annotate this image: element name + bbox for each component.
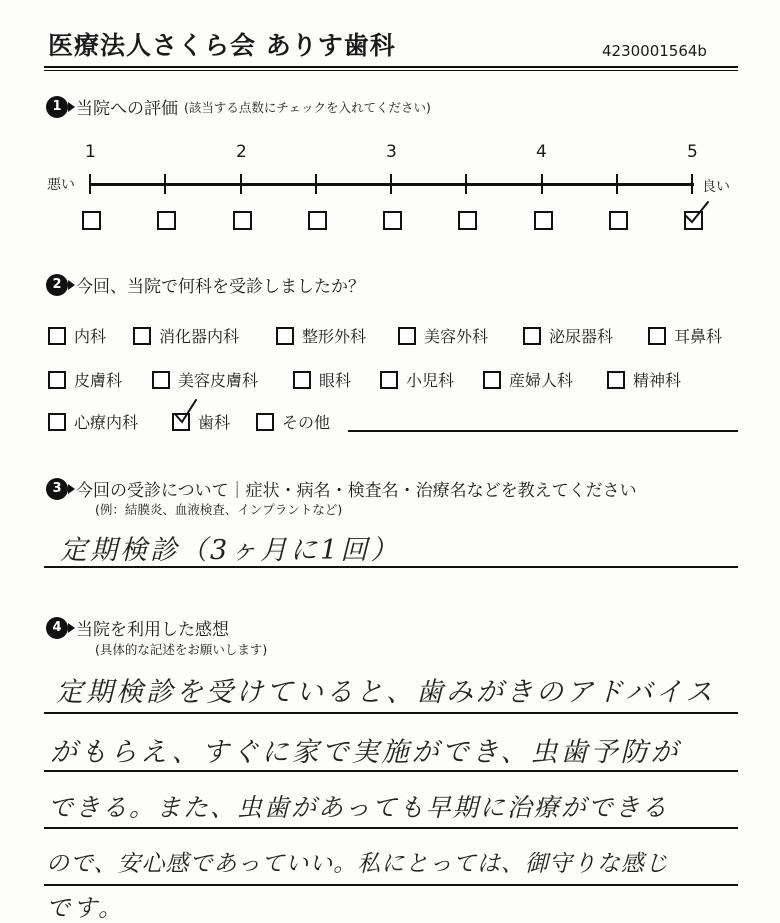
other-write-in-line[interactable] bbox=[348, 430, 738, 432]
option-label: 美容皮膚科 bbox=[178, 371, 259, 390]
q4-answer-line-4: ので、安心感であっていい。私にとっては、御守りな感じ bbox=[46, 851, 669, 877]
option-urology[interactable] bbox=[523, 324, 613, 347]
option-internal-medicine[interactable] bbox=[48, 324, 106, 347]
option-gastroenterology[interactable] bbox=[133, 324, 239, 347]
checkbox-icon[interactable] bbox=[483, 371, 501, 389]
q4-label: 当院を利用した感想 bbox=[76, 620, 229, 640]
checkbox-icon[interactable] bbox=[380, 371, 398, 389]
q3-note: (例：結膜炎、血液検査、インプラントなど) bbox=[95, 502, 343, 517]
q1-heading bbox=[46, 94, 431, 119]
option-ophthalmology[interactable] bbox=[293, 368, 351, 391]
checkbox-icon[interactable] bbox=[256, 413, 274, 431]
q3-heading bbox=[46, 476, 637, 501]
option-label: 小児科 bbox=[406, 371, 455, 390]
rating-checkbox[interactable] bbox=[82, 211, 101, 230]
q4-ruled-line-1[interactable] bbox=[44, 712, 738, 714]
option-label: 皮膚科 bbox=[74, 371, 123, 390]
option-pediatrics[interactable] bbox=[380, 368, 454, 391]
scale-tick bbox=[541, 174, 543, 194]
q4-answer-line-3: できる。また、虫歯があっても早期に治療ができる bbox=[48, 793, 669, 822]
q4-answer-line-5: です。 bbox=[46, 894, 126, 922]
option-label: 美容外科 bbox=[424, 327, 489, 346]
q3-label: 今回の受診について｜症状・病名・検査名・治療名などを教えてください bbox=[76, 481, 637, 501]
checkbox-icon[interactable] bbox=[48, 371, 66, 389]
q4-ruled-line-2[interactable] bbox=[44, 770, 738, 772]
checkbox-icon[interactable] bbox=[398, 327, 416, 345]
q1-note: (該当する点数にチェックを入れてください) bbox=[184, 99, 431, 115]
rating-checkbox[interactable] bbox=[458, 211, 477, 230]
option-ent[interactable] bbox=[648, 324, 722, 347]
option-cosmetic-surgery[interactable] bbox=[398, 324, 488, 347]
option-obstetrics[interactable] bbox=[483, 368, 573, 391]
clinic-title: 医療法人さくら会 ありす歯科 bbox=[48, 31, 396, 60]
scale-tick bbox=[465, 174, 467, 194]
q3-number-icon: 3 bbox=[46, 478, 68, 500]
scale-number-4: 4 bbox=[536, 142, 547, 162]
scale-tick bbox=[164, 174, 166, 194]
checkbox-icon[interactable] bbox=[152, 371, 170, 389]
q3-answer-line[interactable] bbox=[44, 566, 738, 568]
header-rule-bottom bbox=[44, 70, 738, 71]
option-label: 消化器内科 bbox=[159, 327, 240, 346]
dentistry-check-mark-icon bbox=[172, 398, 202, 428]
rating-checkbox[interactable] bbox=[383, 211, 402, 230]
scale-number-3: 3 bbox=[386, 142, 397, 162]
q2-number-icon: 2 bbox=[46, 274, 68, 296]
q4-ruled-line-4[interactable] bbox=[44, 884, 738, 886]
option-label: 内科 bbox=[74, 327, 107, 346]
checkbox-icon[interactable] bbox=[523, 327, 541, 345]
scale-tick bbox=[89, 174, 91, 194]
rating-checkbox[interactable] bbox=[157, 211, 176, 230]
option-orthopedics[interactable] bbox=[276, 324, 366, 347]
option-other[interactable] bbox=[256, 410, 330, 433]
option-label: 歯科 bbox=[198, 413, 231, 432]
scale-line bbox=[90, 183, 694, 186]
option-psychosomatic[interactable] bbox=[48, 410, 138, 433]
q2-label: 今回、当院で何科を受診しましたか？ bbox=[76, 277, 365, 297]
scale-tick bbox=[390, 174, 392, 194]
option-label: 泌尿器科 bbox=[549, 327, 614, 346]
header-rule-top bbox=[44, 66, 738, 68]
rating-check-mark-icon bbox=[684, 198, 714, 228]
q4-note: (具体的な記述をお願いします) bbox=[95, 642, 268, 657]
scale-tick bbox=[691, 174, 693, 194]
option-psychiatry[interactable] bbox=[607, 368, 681, 391]
q1-number-icon: 1 bbox=[46, 96, 68, 118]
option-label: 精神科 bbox=[633, 371, 682, 390]
checkbox-icon[interactable] bbox=[607, 371, 625, 389]
scale-right-label: 良い bbox=[702, 179, 730, 195]
checkbox-icon[interactable] bbox=[48, 327, 66, 345]
scale-left-label: 悪い bbox=[47, 177, 75, 193]
checkbox-icon[interactable] bbox=[293, 371, 311, 389]
rating-checkbox[interactable] bbox=[308, 211, 327, 230]
option-cosmetic-dermatology[interactable] bbox=[152, 368, 258, 391]
rating-checkbox[interactable] bbox=[534, 211, 553, 230]
q3-handwritten-answer: 定期検診（3ヶ月に1回） bbox=[60, 535, 401, 566]
scale-tick bbox=[616, 174, 618, 194]
option-dermatology[interactable] bbox=[48, 368, 122, 391]
option-label: 眼科 bbox=[319, 371, 352, 390]
q4-answer-line-2: がもらえ、すぐに家で実施ができ、虫歯予防が bbox=[50, 737, 681, 768]
option-label: その他 bbox=[282, 413, 331, 432]
checkbox-icon[interactable] bbox=[48, 413, 66, 431]
checkbox-icon[interactable] bbox=[133, 327, 151, 345]
q4-ruled-line-3[interactable] bbox=[44, 827, 738, 829]
document-id: 4230001564b bbox=[602, 42, 707, 60]
scale-tick bbox=[240, 174, 242, 194]
rating-checkbox[interactable] bbox=[609, 211, 628, 230]
scale-number-2: 2 bbox=[236, 142, 247, 162]
option-label: 心療内科 bbox=[74, 413, 139, 432]
option-label: 耳鼻科 bbox=[674, 327, 723, 346]
option-label: 整形外科 bbox=[302, 327, 367, 346]
scale-number-1: 1 bbox=[85, 142, 96, 162]
checkbox-icon[interactable] bbox=[648, 327, 666, 345]
q4-answer-line-1: 定期検診を受けていると、歯みがきのアドバイス bbox=[56, 677, 716, 708]
q2-heading bbox=[46, 272, 365, 297]
q4-heading bbox=[46, 615, 229, 640]
checkbox-icon[interactable] bbox=[276, 327, 294, 345]
q1-label: 当院への評価 bbox=[76, 99, 178, 119]
option-label: 産婦人科 bbox=[509, 371, 574, 390]
rating-checkbox[interactable] bbox=[233, 211, 252, 230]
scale-tick bbox=[315, 174, 317, 194]
scale-number-5: 5 bbox=[687, 142, 698, 162]
q4-number-icon: 4 bbox=[46, 617, 68, 639]
